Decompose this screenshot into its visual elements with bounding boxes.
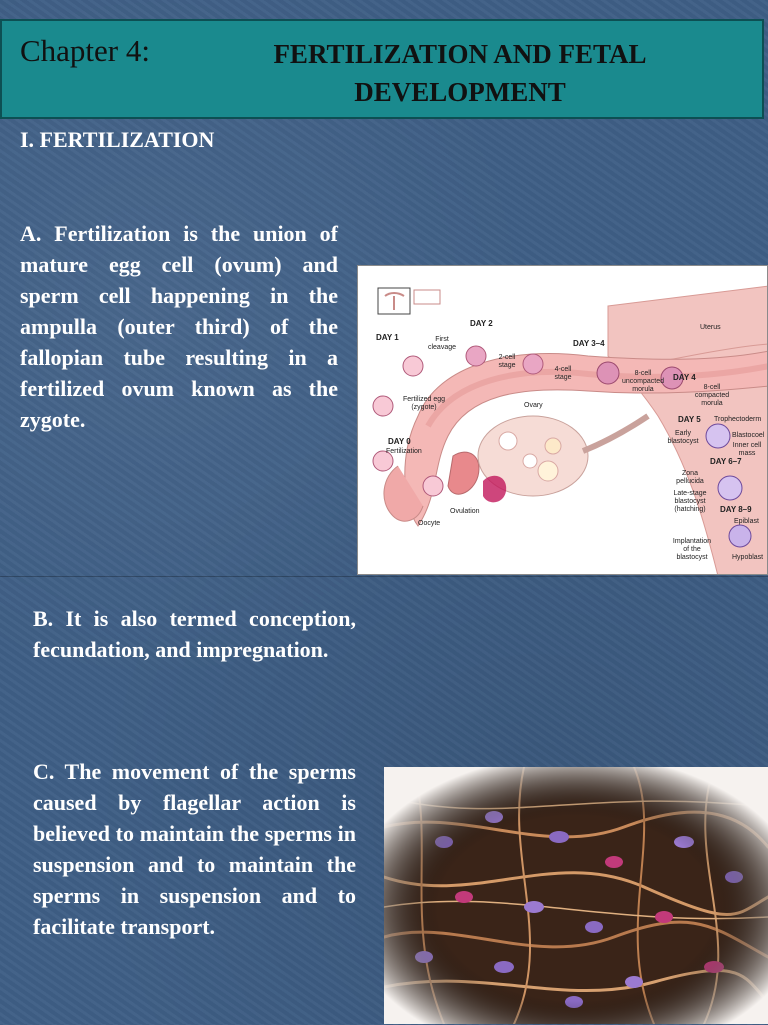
title-banner: [0, 19, 764, 119]
fertilization-diagram: [357, 265, 768, 575]
diagram-illustration: [358, 266, 768, 575]
label-fertilization: Fertilization: [386, 448, 422, 455]
label-day0: DAY 0: [388, 437, 411, 446]
paragraph-c: C. The movement of the sperms caused by flagellar action is believed to maintain the sperms in suspension and to maintain the sperms in suspension and to facilitate transport.: [33, 759, 356, 939]
label-fertilized-egg: Fertilized egg (zygote): [402, 396, 446, 411]
chapter-title-line2: DEVELOPMENT: [354, 77, 566, 107]
label-day2: DAY 2: [470, 319, 493, 328]
label-trophectoderm: Trophectoderm: [714, 416, 762, 423]
label-day5: DAY 5: [678, 415, 701, 424]
label-uterus: Uterus: [700, 324, 721, 331]
label-day3-4: DAY 3–4: [573, 339, 605, 348]
label-8-cell-compacted: 8-cell compacted morula: [694, 384, 730, 407]
chapter-title: [230, 35, 690, 111]
label-day4: DAY 4: [673, 373, 696, 382]
label-4-cell: 4-cell stage: [554, 366, 572, 381]
label-ovulation: Ovulation: [450, 508, 480, 515]
micrograph-illustration: [384, 767, 768, 1024]
label-oocyte: Oocyte: [418, 520, 441, 527]
label-early-blastocyst: Early blastocyst: [667, 430, 699, 445]
section-heading: I. FERTILIZATION: [20, 127, 215, 152]
label-late-blastocyst: Late-stage blastocyst (hatching): [673, 490, 707, 513]
label-8-cell-uncompacted: 8-cell uncompacted morula: [621, 370, 665, 393]
label-hypoblast: Hypoblast: [732, 554, 764, 561]
chapter-title-line1: FERTILIZATION AND FETAL: [273, 39, 647, 69]
label-day8-9: DAY 8–9: [720, 505, 752, 514]
sperm-micrograph: [384, 767, 768, 1024]
label-implantation: Implantation of the blastocyst: [672, 538, 712, 561]
paragraph-a: A. Fertilization is the union of mature egg cell (ovum) and sperm cell happening in the ampulla (outer third) of the fallopian tube resulting in a fertilized ovum known as the zygote.: [20, 221, 338, 432]
label-first-cleavage: First cleavage: [427, 336, 457, 351]
chapter-label: Chapter 4:: [20, 33, 150, 68]
label-day1: DAY 1: [376, 333, 399, 342]
label-blastocoel: Blastocoel: [732, 432, 765, 439]
label-2-cell: 2-cell stage: [498, 354, 516, 369]
label-ovary: Ovary: [524, 402, 543, 409]
label-day6-7: DAY 6–7: [710, 457, 742, 466]
label-zona-pellucida: Zona pellucida: [676, 470, 704, 485]
paragraph-b: B. It is also termed conception, fecundation, and impregnation.: [33, 606, 356, 662]
label-inner-cell-mass: Inner cell mass: [732, 442, 762, 457]
label-epiblast: Epiblast: [734, 518, 759, 525]
